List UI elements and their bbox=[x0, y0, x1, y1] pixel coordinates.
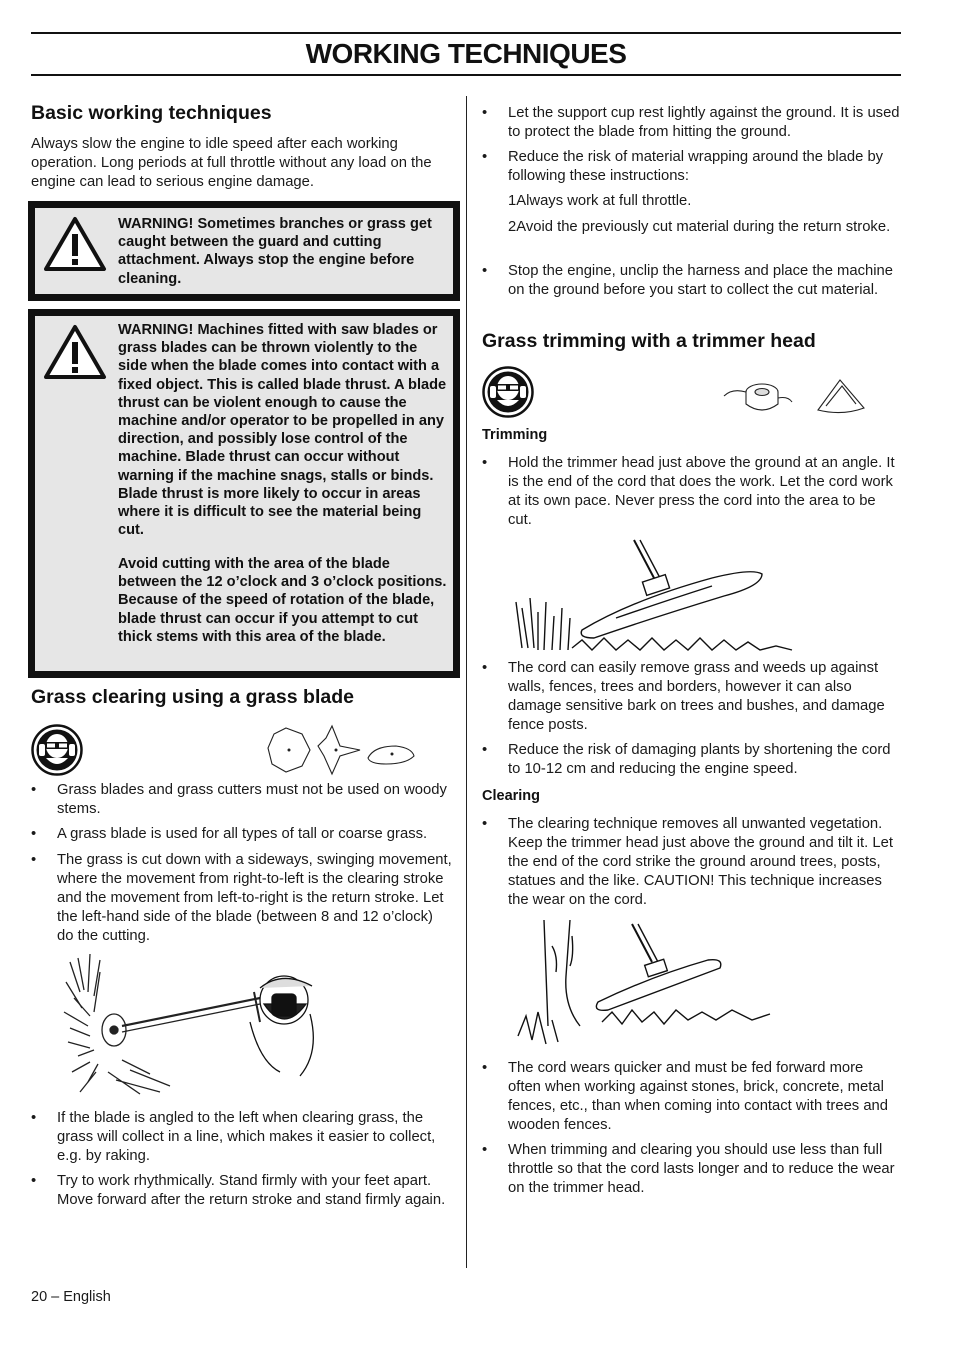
warning-text-2b: Avoid cutting with the area of the blade between the 12 o’clock and 3 o’clock positions. Because of the speed of rotation of the blade, blade thrust can occur if you attempt to cut thick stems with this area of the blade. bbox=[118, 556, 447, 645]
list-item-text: Hold the trimmer head just above the ground at an angle. It is the end of the cord that does the work. Let the cord work at its own pace. Never press the cord into the area to be cut. bbox=[508, 455, 895, 528]
bullet-dot: • bbox=[482, 149, 488, 165]
list-item-text: A grass blade is used for all types of tall or coarse grass. bbox=[57, 826, 428, 842]
bullet-dot: • bbox=[482, 263, 488, 279]
list-item-text: The clearing technique removes all unwanted vegetation. Keep the trimmer head just above the ground and tilt it. Let the end of the cord strike the ground around trees, posts, statues and the like. CAUTION! This technique increases the wear on the cord. bbox=[508, 816, 893, 908]
warning-triangle-icon bbox=[43, 216, 107, 272]
bullet-dot: • bbox=[482, 816, 488, 832]
list-item-text: The cord wears quicker and must be fed forward more often when working against stones, brick, concrete, metal fences, etc., than when coming into contact with trees and wooden fences. bbox=[508, 1060, 889, 1133]
section-heading-basic: Basic working techniques bbox=[31, 102, 272, 124]
list-item-text: If the blade is angled to the left when clearing grass, the grass will collect in a line, which makes it easier to collect, e.g. by raking. bbox=[57, 1110, 436, 1164]
basic-intro-text: Always slow the engine to idle speed after each working operation. Long periods at full throttle without any load on the engine can lead to serious engine damage. bbox=[31, 136, 432, 190]
list-item-text: Stop the engine, unclip the harness and place the machine on the ground before you start to collect the cut material. bbox=[508, 263, 893, 298]
bullet-dot: • bbox=[482, 455, 488, 471]
trimmer-head-icons bbox=[722, 376, 868, 418]
warning-triangle-icon bbox=[43, 324, 107, 380]
list-item-text: Let the support cup rest lightly against the ground. It is used to protect the blade from hitting the ground. bbox=[508, 105, 900, 140]
page-title: WORKING TECHNIQUES bbox=[305, 38, 627, 69]
list-item-text: Try to work rhythmically. Stand firmly with your feet apart. Move forward after the return stroke and stand firmly again. bbox=[57, 1173, 446, 1208]
bullet-dot: • bbox=[31, 782, 37, 798]
bullet-dot: • bbox=[31, 852, 37, 868]
step-1: 1Always work at full throttle. bbox=[508, 193, 692, 209]
list-item-text: The cord can easily remove grass and weeds up against walls, fences, trees and borders, however it can also damage sensitive bark on trees and bushes, and damage fence posts. bbox=[508, 660, 885, 733]
grass-blade-icons bbox=[266, 724, 416, 776]
bullet-dot: • bbox=[482, 742, 488, 758]
column-divider bbox=[466, 96, 467, 1268]
page-header bbox=[31, 32, 901, 76]
clearing-illustration bbox=[512, 916, 774, 1056]
section-heading-grass-clearing: Grass clearing using a grass blade bbox=[31, 686, 354, 708]
trimming-illustration bbox=[512, 538, 802, 654]
face-protection-icon bbox=[31, 724, 83, 776]
warning-text-1: WARNING! Sometimes branches or grass get caught between the guard and cutting attachment. Always stop the engine before cleaning. bbox=[118, 216, 432, 287]
page-footer: 20 – English bbox=[31, 1289, 111, 1305]
bullet-dot: • bbox=[482, 105, 488, 121]
bullet-dot: • bbox=[31, 1173, 37, 1189]
face-protection-icon bbox=[482, 366, 534, 418]
list-item-text: Reduce the risk of damaging plants by shortening the cord to 10-12 cm and reducing the engine speed. bbox=[508, 742, 891, 777]
bullet-dot: • bbox=[482, 660, 488, 676]
warning-text-2a: WARNING! Machines fitted with saw blades or grass blades can be thrown violently to the side when the blade comes into contact with a fixed object. This is called blade thrust. A blade thrust can be violent enough to cause the machine and/or operator to be propelled in any direction, and possibly lose control of the machine. Blade thrust can occur without warning if the machine snags, stalls or binds. Blade thrust is more likely to occur in areas where it is difficult to see the material being cut. bbox=[118, 322, 447, 539]
trimming-label: Trimming bbox=[482, 427, 548, 443]
bullet-dot: • bbox=[31, 1110, 37, 1126]
warning-box-2 bbox=[28, 309, 460, 678]
grass-blade-operator-illustration bbox=[60, 952, 330, 1102]
list-item-text: Grass blades and grass cutters must not be used on woody stems. bbox=[57, 782, 447, 817]
bullet-dot: • bbox=[482, 1142, 488, 1158]
step-2: 2Avoid the previously cut material during the return stroke. bbox=[508, 219, 891, 235]
list-item-text: The grass is cut down with a sideways, swinging movement, where the movement from right-to-left is the clearing stroke and the movement from left-to-right is the return stroke. Let the left-hand side of the blade (between 8 and 12 o’clock) do the cutting. bbox=[57, 852, 452, 944]
warning-box-1 bbox=[28, 201, 460, 301]
clearing-label: Clearing bbox=[482, 788, 541, 804]
list-item-text: When trimming and clearing you should use less than full throttle so that the cord lasts longer and to reduce the wear on the trimmer head. bbox=[508, 1142, 895, 1196]
list-item-text: Reduce the risk of material wrapping around the blade by following these instructions: bbox=[508, 149, 884, 184]
bullet-dot: • bbox=[31, 826, 37, 842]
bullet-dot: • bbox=[482, 1060, 488, 1076]
section-heading-trimmer: Grass trimming with a trimmer head bbox=[482, 330, 816, 352]
